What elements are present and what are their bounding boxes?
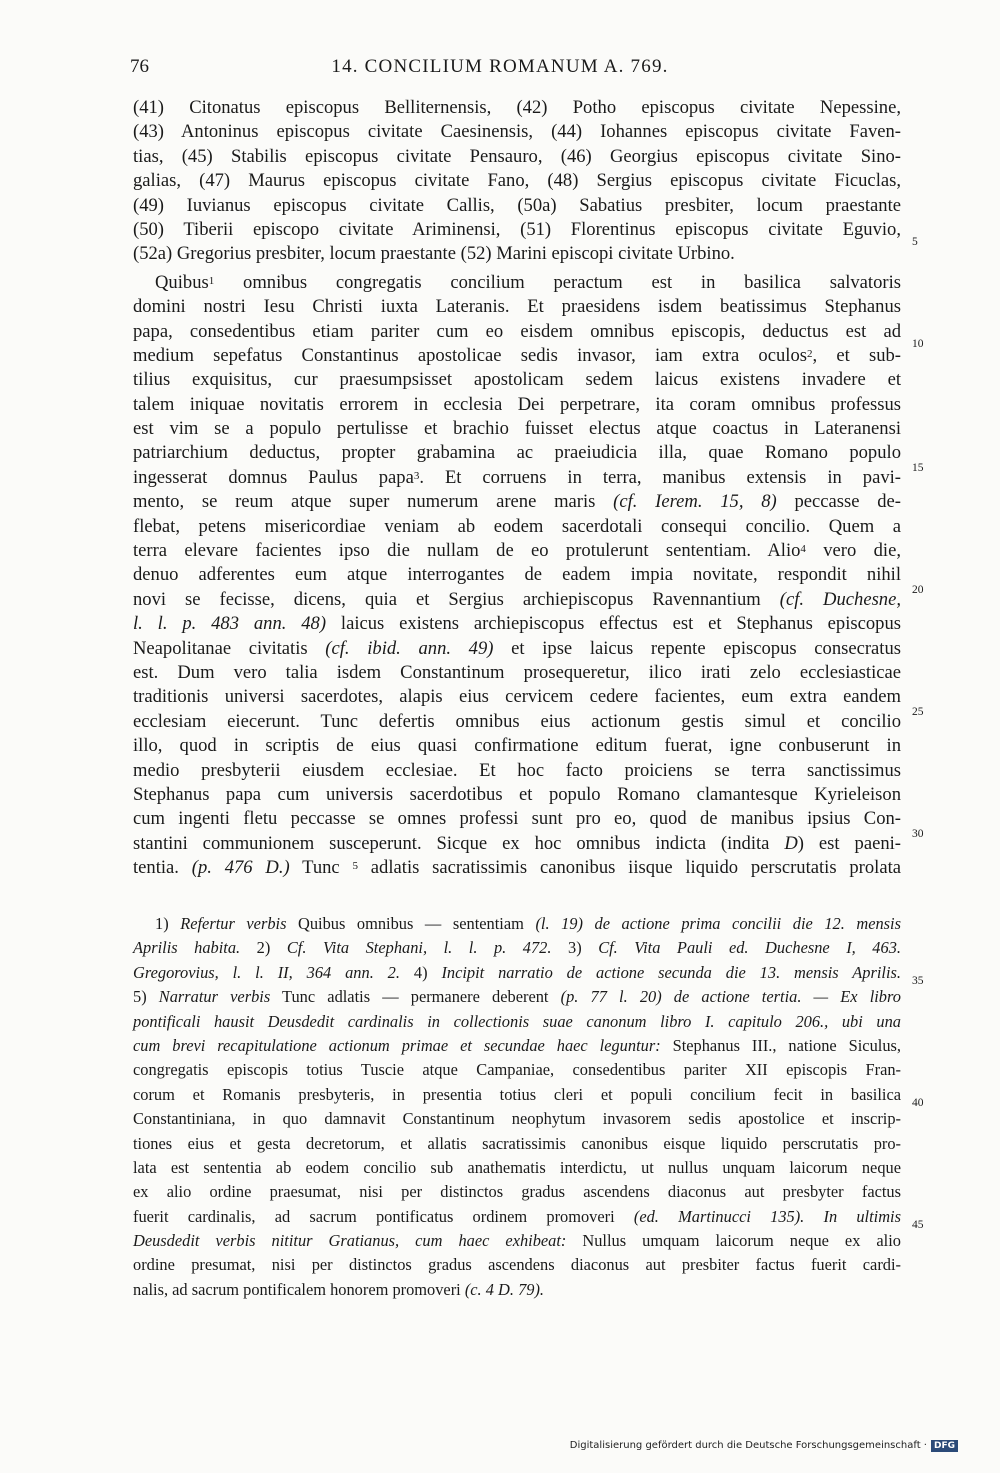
footnote-line: fuerit cardinalis, ad sacrum pontificatus ordinem promoveri (ed. Martinucci 135). In ultimis (133, 1206, 901, 1226)
text-line: medio presbyterii eiusdem ecclesiae. Et hoc facto proiciens se terra sanctissimus (133, 759, 901, 781)
footnote-line: lata est sententia ab eodem concilio sub anathematis interdictu, ut nullus unquam laicorum neque (133, 1157, 901, 1177)
text-line: l. l. p. 483 ann. 48) laicus existens archiepiscopus effectus est et Stephanus episcopus (133, 613, 901, 635)
line-number: 45 (912, 1219, 924, 1231)
text-line: stantini communionem susceperunt. Sicque ex hoc omnibus indicta (indita D) est paeni- (133, 832, 901, 854)
text-line: Quibus$^1$ omnibus congregatis concilium peractum est in basilica salvatoris (155, 271, 901, 293)
text-line: illo, quod in scriptis de eius quasi confirmatione editum fuerat, igne conbuserunt in (133, 735, 901, 757)
line-number: 5 (912, 236, 918, 248)
line-number: 25 (912, 706, 924, 718)
footnote-line: Constantiniana, in quo damnavit Constantinum neophytum invasorem sedis apostolice et inscrip- (133, 1109, 901, 1129)
text-line: mento, se reum atque super numerum arene maris (cf. Ierem. 15, 8) peccasse de- (133, 491, 901, 513)
text-line: est. Dum vero talia isdem Constantinum prosequeretur, ilico irati zelo ecclesiasticae (133, 661, 901, 683)
footnote-line: Deusdedit verbis nititur Gratianus, cum haec exhibeat: Nullus umquam laicorum neque ex alio (133, 1231, 901, 1251)
text-line: traditionis universi sacerdotes, alapis eius cervicem cedere facientes, eum extra eandem (133, 686, 901, 708)
text-line: medium sepefatus Constantinus apostolicae sedis invasor, iam extra oculos$^2$, et sub- (133, 344, 901, 366)
footnote-line: Aprilis habita. 2) Cf. Vita Stephani, l. l. p. 472. 3) Cf. Vita Pauli ed. Duchesne I, 463. (133, 938, 901, 958)
footnote-line: ordine presumat, nisi per distinctos gradus ascendens diaconus aut presbiter factus fuerit cardi- (133, 1255, 901, 1275)
text-line: (52a) Gregorius presbiter, locum praestante (52) Marini episcopi civitate Urbino. (133, 243, 735, 265)
footnote-line: nalis, ad sacrum pontificalem honorem promoveri (c. 4 D. 79). (133, 1279, 545, 1299)
text-line: (41) Citonatus episcopus Belliternensis, (42) Potho episcopus civitate Nepessine, (133, 97, 901, 118)
footnote-line: cum brevi recapitulatione actionum primae et secundae haec leguntur: Stephanus III., natione Siculus, (133, 1035, 901, 1055)
page-number: 76 (130, 56, 149, 77)
text-line: flebat, petens misericordiae veniam ab eodem sacerdotali consequi concilio. Quem a (133, 515, 901, 537)
text-line: ingesserat domnus Paulus papa$^3$. Et corruens in terra, manibus extensis in pavi- (133, 466, 901, 488)
line-number: 20 (912, 584, 924, 596)
text-line: (43) Antoninus episcopus civitate Caesinensis, (44) Iohannes episcopus civitate Faven- (133, 121, 901, 143)
footnote-line: congregatis episcopis totius Tuscie atque Campaniae, consedentibus pariter XII episcopis Fran- (133, 1060, 901, 1080)
text-line: (50) Tiberii episcopo civitate Ariminensi, (51) Florentinus episcopus civitate Eguvio, (133, 218, 901, 240)
footnotes (133, 912, 901, 1302)
running-title: 14. CONCILIUM ROMANUM A. 769. (331, 56, 669, 77)
footnote-line: tiones eius et gesta decretorum, et allatis sacratissimis canonibus eisque liquido perscrutatis pro- (133, 1133, 901, 1153)
line-number: 40 (912, 1097, 924, 1109)
text-line: cum ingenti fletu peccasse se omnes professi sunt pro eo, quod de manibus ipsius Con- (133, 808, 901, 830)
text-line: tilius exquisitus, cur praesumpsisset apostolicam sedem laicus existens invadere et (133, 369, 901, 391)
text-line: tentia. (p. 476 D.) Tunc $^5$ adlatis sacratissimis canonibus iisque liquido perscrutatis prolata (133, 857, 902, 879)
footnote-line: pontificali hausit Deusdedit cardinalis in collectionis suae canonum libro I. capitulo 206., ubi una (133, 1011, 901, 1031)
dfg-logo: DFG (931, 1440, 958, 1452)
text-line: talem iniquae novitatis errorem in ecclesia Dei perpetrare, ita coram omnibus professus (133, 393, 901, 415)
text-line: (49) Iuvianus episcopus civitate Callis, (50a) Sabatius presbiter, locum praestante (133, 194, 901, 216)
text-line: est vim se a populo pertulisse et brachio fuisset electus atque coactus in Lateranensi (133, 418, 901, 440)
line-number: 35 (912, 975, 924, 987)
footnote-line: ex alio ordine praesumat, nisi per distinctos gradus ascendens diaconus aut presbyter factus (133, 1182, 901, 1202)
footnote-line: Gregorovius, l. l. II, 364 ann. 2. 4) Incipit narratio de actione secunda die 13. mensis Aprilis. (133, 962, 901, 982)
text-line: patriarchium deductus, propter grabamina ac praeiudicia illa, quae Romano populo (133, 442, 901, 464)
text-line: novi se fecisse, dicens, quia et Sergius archiepiscopus Ravennantium (cf. Duchesne, (133, 588, 902, 610)
line-number: 15 (912, 462, 924, 474)
credit-text: Digitalisierung gefördert durch die Deutsche Forschungsgemeinschaft · (569, 1440, 927, 1451)
text-line: tias, (45) Stabilis episcopus civitate Pensauro, (46) Georgius episcopus civitate Sino- (133, 145, 901, 167)
text-line: terra elevare facientes ipso die nullam de eo protulerunt sententiam. Alio$^4$ vero die, (133, 540, 901, 562)
text-line: denuo adferentes eum atque interrogantes de eadem impia novitate, respondit nihil (133, 564, 901, 586)
text-line: Stephanus papa cum universis sacerdotibus et populo Romano clamantesque Kyrieleison (133, 783, 901, 805)
text-line: galias, (47) Maurus episcopus civitate Fano, (48) Sergius episcopus civitate Ficuclas, (133, 170, 901, 192)
text-line: Neapolitanae civitatis (cf. ibid. ann. 49) et ipse laicus repente episcopus consecratus (133, 637, 902, 659)
text-line: papa, consedentibus etiam pariter cum eo eisdem omnibus episcopis, deductus est ad (133, 320, 901, 342)
text-line: ecclesiam eiecerunt. Tunc defertis omnibus eius actionum gestis simul et concilio (133, 710, 901, 732)
footnote-line: corum et Romanis presbyteris, in presentia totius cleri et populi concilium fecit in basilica (133, 1084, 901, 1104)
digitization-credit (570, 1440, 958, 1452)
footnote-line: 5) Narratur verbis Tunc adlatis — permanere deberent (p. 77 l. 20) de actione tertia. — Ex libro (133, 987, 901, 1007)
text-line: domini nostri Iesu Christi iuxta Lateranis. Et praesidens isdem beatissimus Stephanus (133, 296, 901, 318)
line-number: 30 (912, 828, 924, 840)
footnote-line: 1) Refertur verbis Quibus omnibus — sententiam (l. 19) de actione prima concilii die 12. mensis (155, 914, 901, 933)
line-number: 10 (912, 338, 924, 350)
main-text (133, 96, 901, 881)
